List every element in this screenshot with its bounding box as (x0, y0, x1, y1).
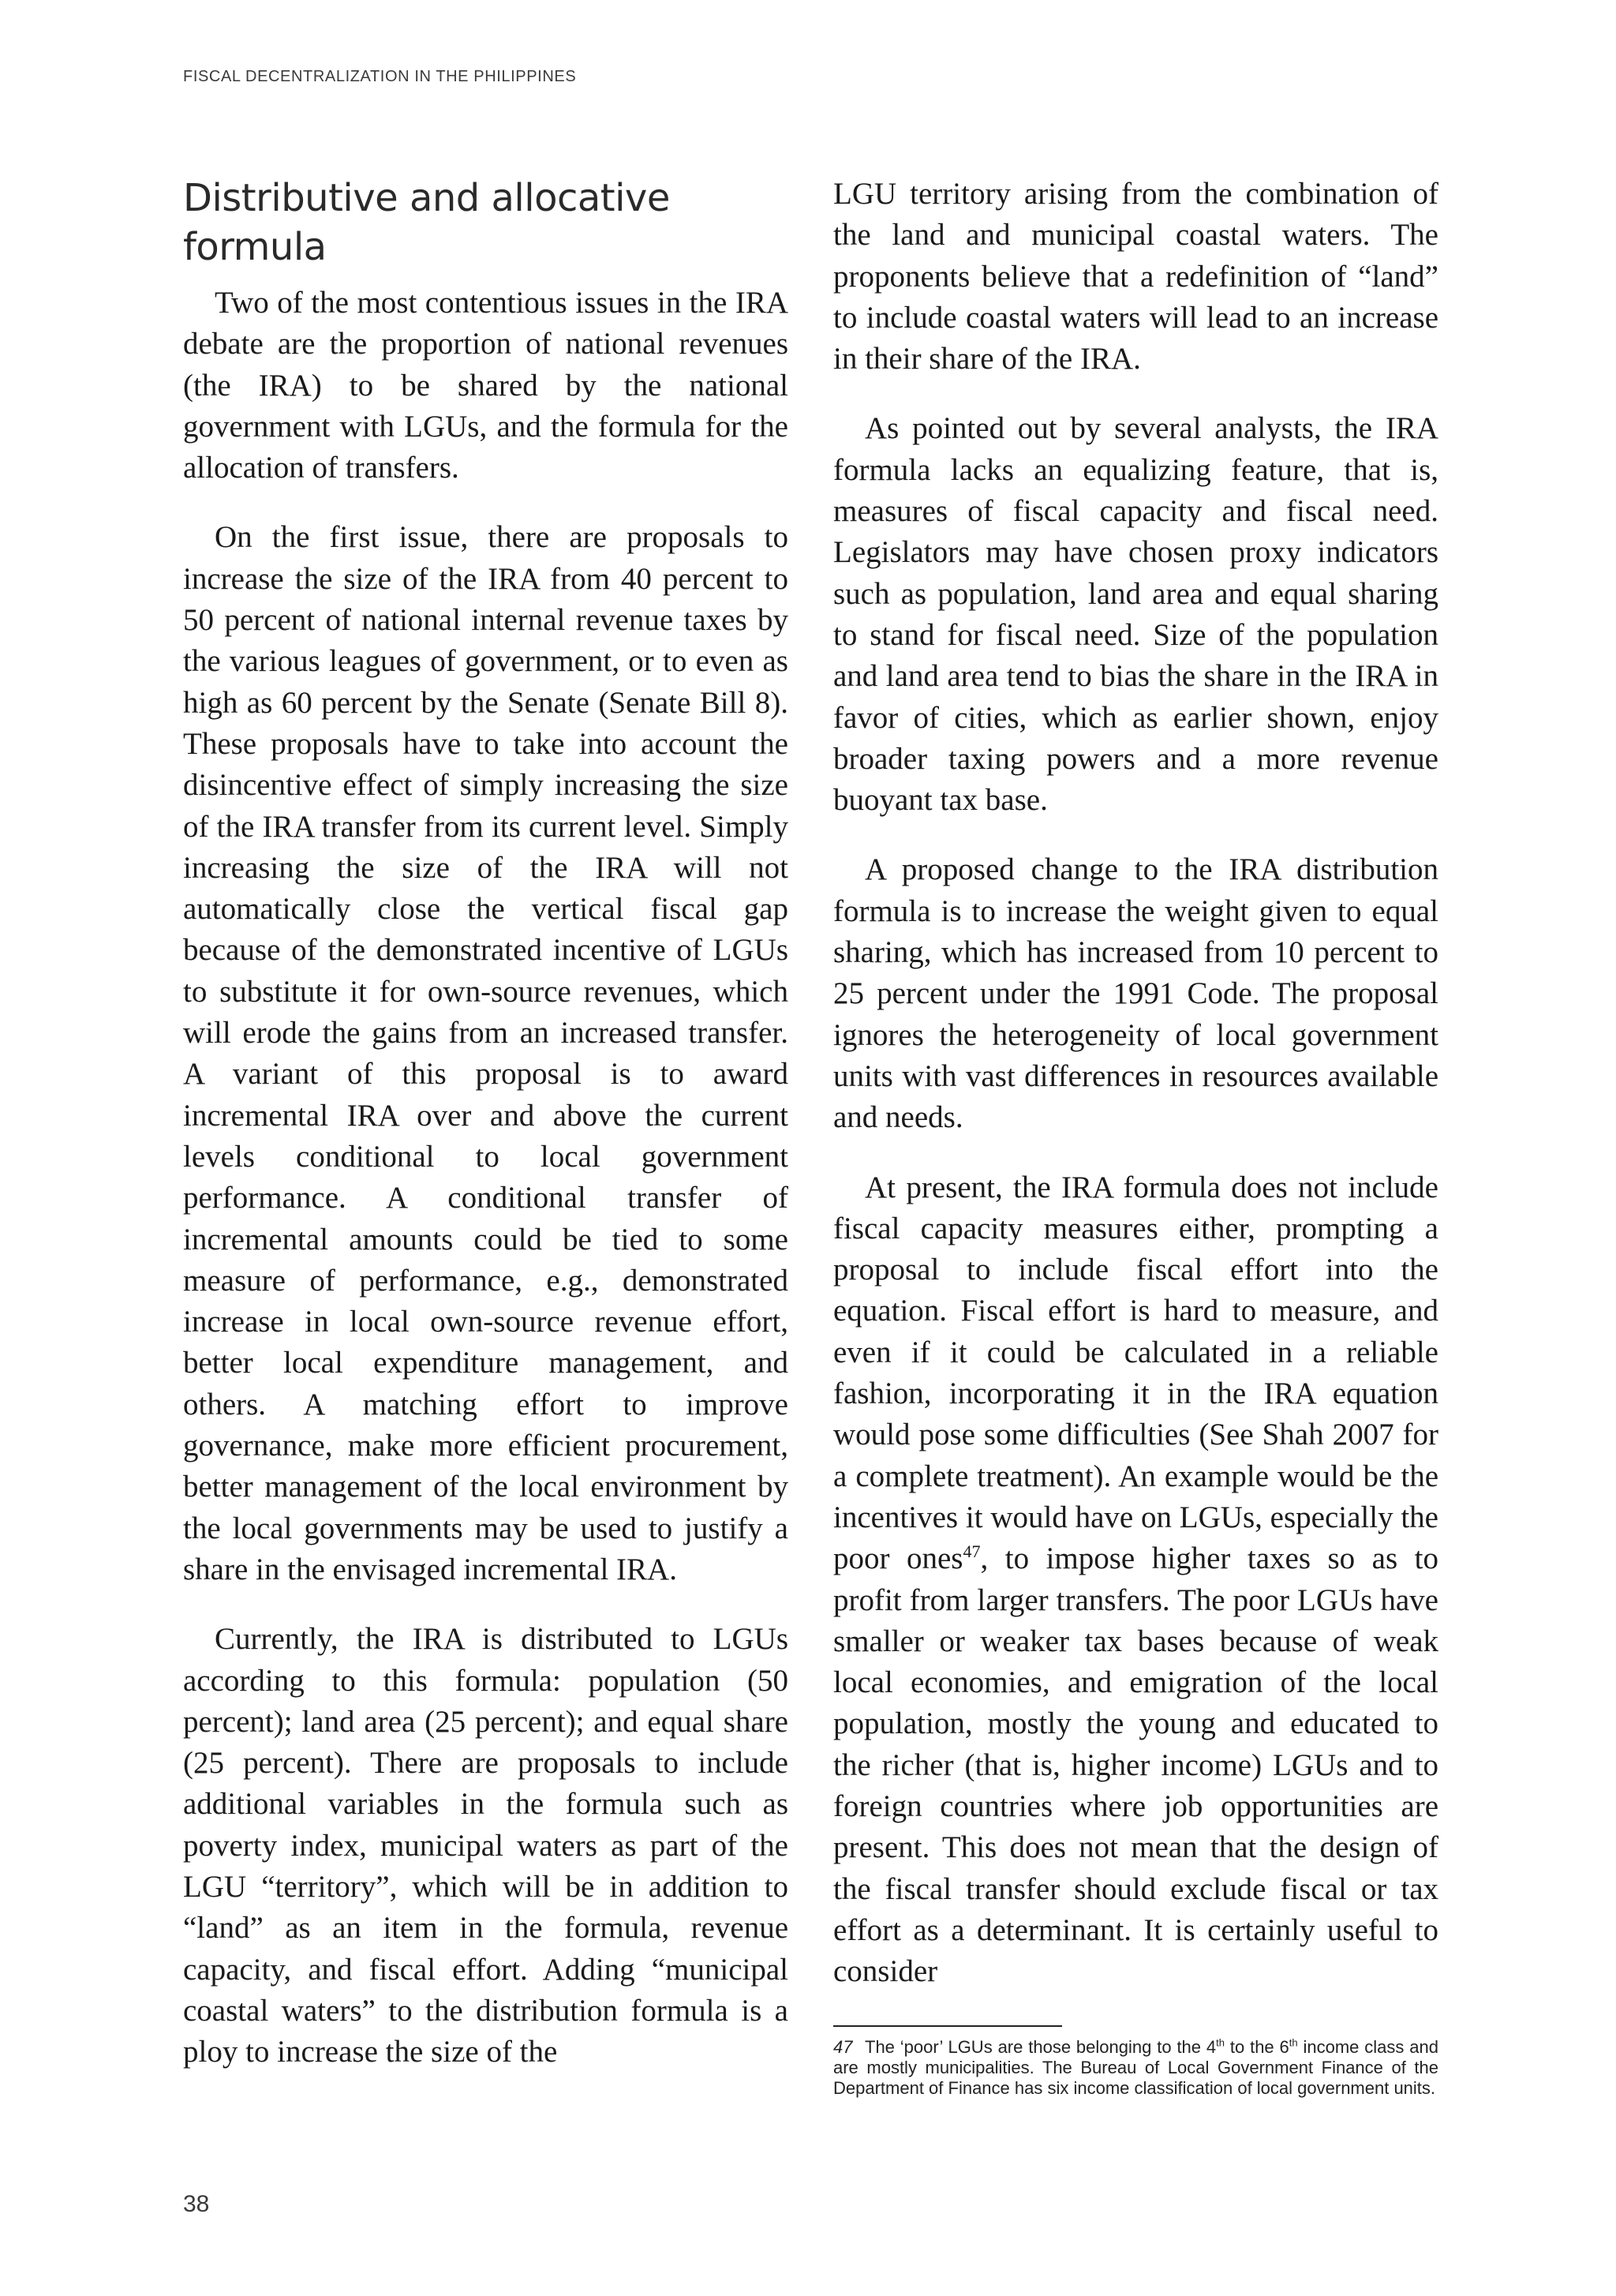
footnote-superscript: th (1216, 2037, 1225, 2049)
paragraph: Two of the most contentious issues in the IRA debate are the proportion of national revenues (the IRA) to be shared by the national government with LGUs, and the formula for the allocation of transfers. (183, 286, 788, 485)
paragraph: Currently, the IRA is distributed to LGUs according to this formula: population (50 percent); land area (25 percent); and equal share (25 percent). There are proposals to include additional variables in the formula such as poverty index, municipal waters as part of the LGU “territory”, which will be in addition to “land” as an item in the formula, revenue capacity, and fiscal effort. Adding “municipal coastal waters” to the distribution formula is a ploy to increase the size of the (183, 1622, 788, 2069)
paragraph: On the first issue, there are proposals to increase the size of the IRA from 40 percent to 50 percent of national internal revenue taxes by the various leagues of government, or to even as high as 60 percent by the Senate (Senate Bill 8). These proposals have to take into account the disincentive effect of simply increasing the size of the IRA transfer from its current level. Simply increasing the size of the IRA will not automatically close the vertical fiscal gap because of the demonstrated incentive of LGUs to substitute it for own-source revenues, which will erode the gains from an increased transfer. A variant of this proposal is to award incremental IRA over and above the current levels conditional to local government performance. A conditional transfer of incremental amounts could be tied to some measure of performance, e.g., demonstrated increase in local own-source revenue effort, better local expenditure management, and others. A matching effort to improve governance, make more efficient procurement, better management of the local environment by the local governments may be used to justify a share in the envisaged incremental IRA. (183, 520, 788, 1586)
paragraph-text: , to impose higher taxes so as to profit from larger transfers. The poor LGUs have smaller or weaker tax bases because of weak local economies, and emigration of the local population, mostly the young and educated to the richer (that is, higher income) LGUs and to foreign countries where job opportunities are present. This does not mean that the design of the fiscal transfer should exclude fiscal or tax effort as a determinant. It is certainly useful to consider (833, 1541, 1438, 1989)
footnote-divider (833, 2025, 1062, 2027)
section-title-line1: Distributive and allocative (183, 176, 670, 220)
left-column (183, 174, 788, 2101)
footnote-text-part: The ‘poor’ LGUs are those belonging to the 4 (865, 2037, 1217, 2058)
paragraph-text: At present, the IRA formula does not include fiscal capacity measures either, prompting a proposal to include fiscal effort into the equation. Fiscal effort is hard to measure, and even if it could be calculated in a reliable fashion, incorporating it in the IRA equation would pose some difficulties (See Shah 2007 for a complete treatment). An example would be the incentives it would have on LGUs, especially the poor ones (833, 1170, 1438, 1576)
footnote-number: 47 (833, 2037, 853, 2058)
paragraph (833, 1167, 1438, 1993)
section-title-line2: formula (183, 225, 327, 269)
footnote-reference[interactable]: 47 (963, 1541, 981, 1562)
footnote-superscript: th (1289, 2037, 1298, 2049)
paragraph: A proposed change to the IRA distribution formula is to increase the weight given to equal sharing, which has increased from 10 percent to 25 percent under the 1991 Code. The proposal ignores the heterogeneity of local government units with vast differences in resources available and needs. (833, 852, 1438, 1135)
paragraph: As pointed out by several analysts, the IRA formula lacks an equalizing feature, that is, measures of fiscal capacity and fiscal need. Legislators may have chosen proxy indicators such as population, land area and equal sharing to stand for fiscal need. Size of the population and land area tend to bias the share in the IRA in favor of cities, which as earlier shown, enjoy broader taxing powers and a more revenue buoyant tax base. (833, 411, 1438, 818)
right-column (833, 174, 1438, 2021)
page-number: 38 (183, 2191, 210, 2217)
running-head: FISCAL DECENTRALIZATION IN THE PHILIPPINES (183, 68, 577, 85)
paragraph-continuation: LGU territory arising from the combination of the land and municipal coastal waters. The proponents believe that a redefinition of “land” to include coastal waters will lead to an increase in their share of the IRA. (833, 177, 1438, 376)
footnote-text-part: income class and are mostly municipalities. The Bureau of Local Government Finance of the Department of Finance has six income classification of local government units. (833, 2037, 1438, 2099)
footnote-text-part: to the 6 (1224, 2037, 1289, 2058)
section-title (183, 174, 788, 272)
footnote (833, 2033, 1438, 2099)
footnote-text (833, 2037, 1438, 2098)
